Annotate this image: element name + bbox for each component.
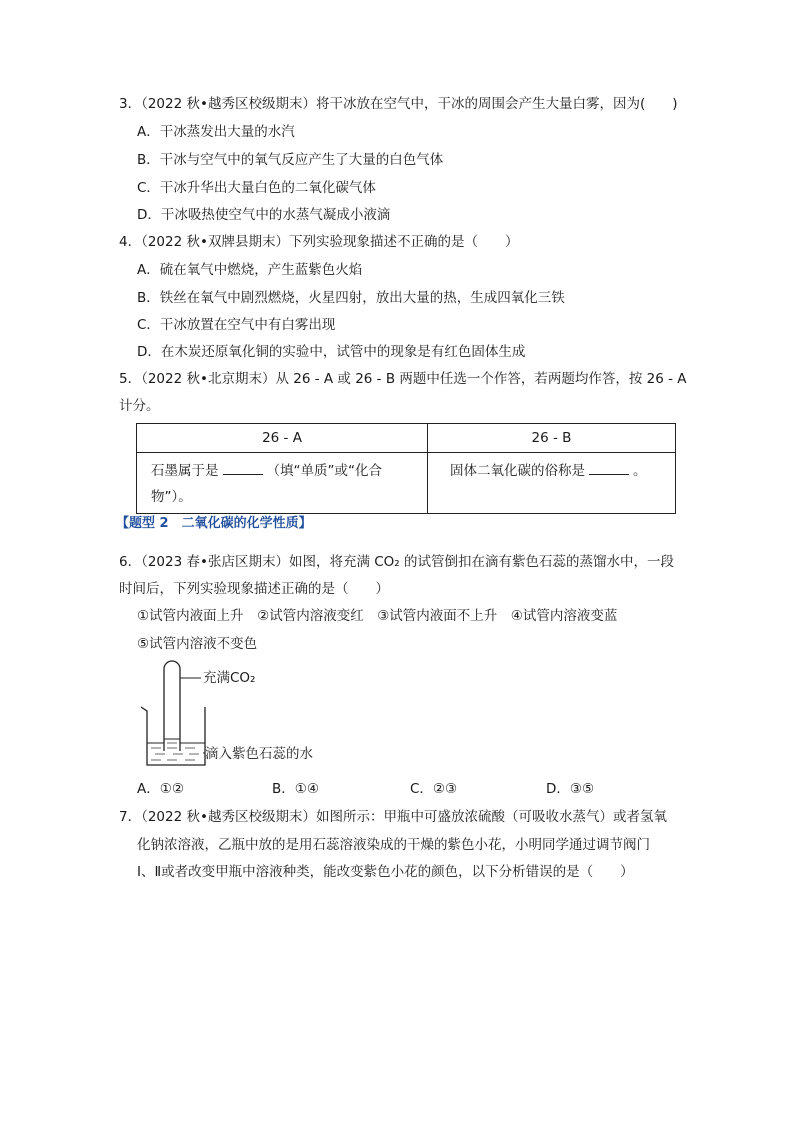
question-6-answer-a: A．①② [137, 781, 184, 797]
question-3-stem: 3．（2022 秋•越秀区校级期末）将干冰放在空气中，干冰的周围会产生大量白雾，因为( ) [119, 96, 678, 112]
question-6-stem-line1: 6．（2023 春•张店区期末）如图，将充满 CO₂ 的试管倒扣在滴有紫色石蕊的蒸馏水中，一段 [119, 554, 674, 570]
test-tube-icon [164, 661, 180, 751]
question-4-option-c: C．干冰放置在空气中有白雾出现 [137, 317, 336, 333]
question-5-stem-line2: 计分。 [119, 398, 160, 414]
cell-a-suffix: （填“单质”或“化合物”）。 [151, 463, 382, 505]
cell-a-prefix: 石墨属于是 [151, 463, 219, 479]
question-6-answer-d: D．③⑤ [546, 781, 595, 797]
question-3-option-b: B．干冰与空气中的氧气反应产生了大量的白色气体 [137, 152, 444, 168]
table-cell-26b [428, 453, 676, 514]
question-7-line1: 7．（2022 秋•越秀区校级期末）如图所示：甲瓶中可盛放浓硫酸（可吸收水蒸气）或者氢氧 [119, 809, 667, 825]
question-3-option-c: C．干冰升华出大量白色的二氧化碳气体 [137, 180, 376, 196]
section-heading: 【题型 2 二氧化碳的化学性质】 [116, 516, 312, 531]
question-6-answer-b: B．①④ [272, 781, 319, 797]
question-4-option-a: A．硫在氧气中燃烧，产生蓝紫色火焰 [137, 262, 363, 278]
question-3-option-d: D．干冰吸热使空气中的水蒸气凝成小液滴 [137, 207, 391, 223]
question-3-option-a: A．干冰蒸发出大量的水汽 [137, 124, 295, 140]
cell-b-prefix: 固体二氧化碳的俗称是 [450, 463, 585, 479]
table-cell-26a [137, 453, 428, 514]
question-4-stem: 4．（2022 秋•双牌县期末）下列实验现象描述不正确的是（ ） [119, 234, 519, 250]
question-4-option-b: B．铁丝在氧气中剧烈燃烧，火星四射，放出大量的热，生成四氧化三铁 [137, 290, 565, 306]
table-header-26a: 26 - A [137, 424, 428, 453]
answer-blank-a [223, 460, 263, 475]
question-4-option-d: D．在木炭还原氧化铜的实验中，试管中的现象是有红色固体生成 [137, 344, 526, 360]
question-6-answer-c: C．②③ [410, 781, 458, 797]
question-7-line3: Ⅰ、Ⅱ或者改变甲瓶中溶液种类，能改变紫色小花的颜色，以下分析错误的是（ ） [137, 864, 634, 880]
question-6-statements-line1: ①试管内液面上升 ②试管内溶液变红 ③试管内液面不上升 ④试管内溶液变蓝 [137, 608, 618, 624]
figure-label-water: 滴入紫色石蕊的水 [205, 746, 313, 762]
question-6-stem-line2: 时间后，下列实验现象描述正确的是（ ） [119, 581, 389, 597]
question-6-statements-line2: ⑤试管内溶液不变色 [137, 636, 258, 652]
table-header-26b: 26 - B [428, 424, 676, 453]
figure-label-co2: 充满CO₂ [203, 670, 256, 686]
cell-b-suffix: 。 [633, 463, 647, 479]
test-tube-figure [135, 655, 365, 775]
question-5-stem-line1: 5．（2022 秋•北京期末）从 26 - A 或 26 - B 两题中任选一个作答，若两题均作答，按 26 - A [119, 371, 687, 387]
question-5-table [136, 423, 676, 514]
answer-blank-b [589, 460, 629, 475]
question-7-line2: 化钠浓溶液，乙瓶中放的是用石蕊溶液染成的干燥的紫色小花，小明同学通过调节阀门 [137, 837, 650, 853]
